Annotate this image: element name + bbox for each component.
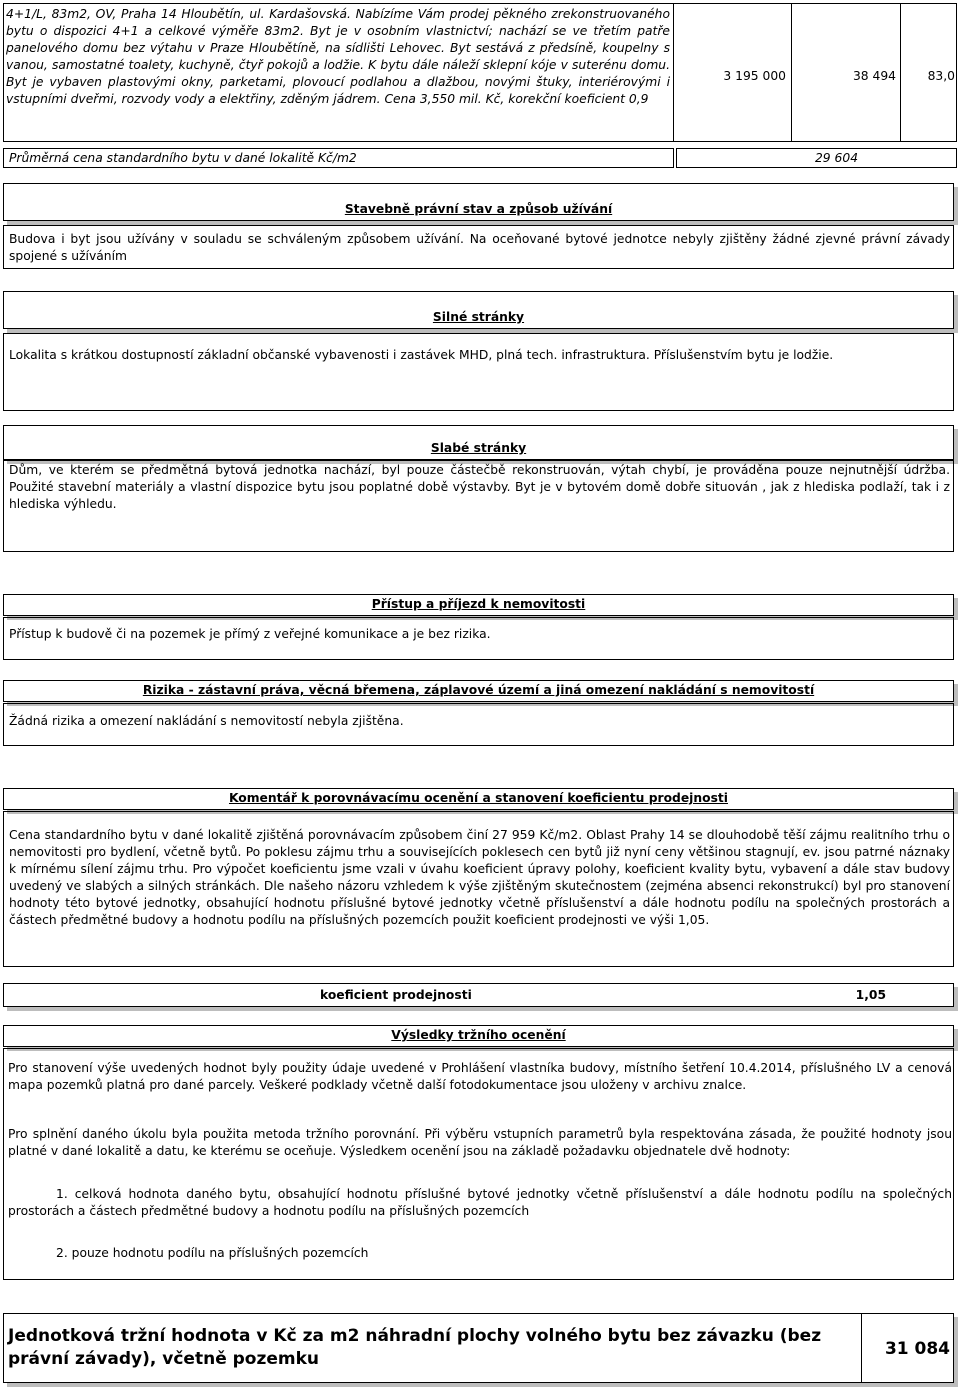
strengths-section-header — [3, 291, 954, 329]
comparable-price: 3 195 000 — [723, 69, 786, 83]
weaknesses-section-header — [3, 425, 954, 460]
final-value-amount: 31 084 — [884, 1339, 950, 1359]
legal-section-text: Budova i byt jsou užívány v souladu se schváleným způsobem užívání. Na oceňované bytové jednotce nebyly zjištěny žádné zjevné právní závady spojené s užíváním — [3, 225, 954, 269]
average-price-label: Průměrná cena standardního bytu v dané lokalitě Kč/m2 — [3, 148, 674, 168]
risks-section-text: Žádná rizika a omezení nakládání s nemovitostí nebyla zjištěna. — [3, 703, 954, 746]
coefficient-value: 1,05 — [855, 988, 886, 1002]
legal-section-title: Stavebně právní stav a způsob užívání — [344, 202, 613, 217]
comparable-description: 4+1/L, 83m2, OV, Praha 14 Hloubětín, ul. Kardašovská. Nabízíme Vám prodej pěkného zrekonstruovaného bytu o dispozici 4+1 a celkové výměře 83m2. Byt je v osobním vlastnictví; nachází se ve třetím patře panelového domu bez výtahu v Praze Hloubětíně, na sídlišti Lehovec. Byt sestává z předsíně, koupelny s vanou, samostatné toalety, kuchyně, čtyř pokojů a lodžie. K bytu dále náleží sklepní kóje v suterénu domu. Byt je vybaven plastovými okny, parketami, plovoucí podlahou a dlažbou, novými štuky, interiérovými i vstupními dveřmi, rozvody vody a elektřiny, zděným jádrem. Cena 3,550 mil. Kč, korekční koeficient 0,9 — [6, 7, 670, 106]
final-value-divider — [861, 1313, 862, 1383]
results-item-2: 2. pouze hodnotu podílu na příslušných pozemcích — [56, 1246, 369, 1260]
results-section-header — [3, 1025, 954, 1047]
comparable-divider-3 — [900, 3, 901, 142]
access-section-title: Přístup a příjezd k nemovitosti — [371, 597, 586, 612]
results-paragraph-2: Pro splnění daného úkolu byla použita metoda tržního porovnání. Při výběru vstupních parametrů byla respektována zásada, že použité hodnoty jsou platné v dané lokalitě a datu, ke kterému se oceňuje. Výsledkem ocenění jsou na základě požadavku objednatele dvě hodnoty: — [8, 1127, 952, 1158]
comparable-price-per-m2: 38 494 — [852, 69, 896, 83]
risks-section-title: Rizika - zástavní práva, věcná břemena, záplavové území a jiná omezení nakládání s nemovitostí — [142, 683, 815, 698]
strengths-section-text: Lokalita s krátkou dostupností základní občanské vybavenosti i zastávek MHD, plná tech. infrastruktura. Příslušenstvím bytu je lodžie. — [3, 333, 954, 411]
comment-section-title: Komentář k porovnávacímu ocenění a stanovení koeficientu prodejnosti — [228, 791, 728, 806]
average-price-value: 29 604 — [676, 148, 957, 168]
access-section-text: Přístup k budově či na pozemek je přímý z veřejné komunikace a je bez rizika. — [3, 617, 954, 660]
results-item-1: 1. celková hodnota daného bytu, obsahující hodnotu příslušné bytové jednotky včetně příslušenství a dále hodnotu podílu na společných prostorách a částech předmětné budovy a hodnotu podílu na příslušných pozemcích — [8, 1187, 952, 1218]
results-paragraph-1: Pro stanovení výše uvedených hodnot byly použity údaje uvedené v Prohlášení vlastníka budovy, místního šetření 10.4.2014, příslušného LV a cenová mapa pozemků platná pro dané parcely. Veškeré podklady včetně další fotodokumentace jsou uloženy v archivu znalce. — [8, 1061, 952, 1092]
comparable-divider-1 — [673, 3, 674, 142]
risks-section-header — [3, 680, 954, 702]
coefficient-label: koeficient prodejnosti — [320, 988, 472, 1002]
strengths-section-title: Silné stránky — [432, 310, 525, 325]
weaknesses-section-text: Dům, ve kterém se předmětná bytová jednotka nachází, byl pouze částečbě rekonstruován, výtah chybí, je prováděna pouze nejnutnější údržba. Použité stavební materiály a vlastní dispozice bytu jsou poplatné době výstavby. Byt je v bytovém domě dobře situován , jak z hlediska podlaží, tak i z hlediska výhledu. — [3, 460, 954, 552]
comment-section-header — [3, 788, 954, 810]
results-section-title: Výsledky tržního ocenění — [391, 1028, 566, 1043]
final-value-label: Jednotková tržní hodnota v Kč za m2 náhradní plochy volného bytu bez závazku (bez právní závady), včetně pozemku — [8, 1326, 822, 1370]
comparable-area: 83,0 — [927, 69, 955, 83]
comment-section-text: Cena standardního bytu v dané lokalitě zjištěná porovnávacím způsobem činí 27 959 Kč/m2. Oblast Prahy 14 se dlouhodobě těší zájmu realitního trhu o nemovitosti pro bydlení, včetně bytů. Po poklesu zájmu trhu a souvisejících poklesech cen bytů již nyní ceny většinou stagnují, ev. jsou patrné náznaky k mírnému sílení zájmu trhu. Pro výpočet koeficientu jsme vzali v úvahu koeficient úpravy polohy, koeficient kvality bytu, vybavení a dále stav budovy uvedený ve slabých a silných stránkách. Dle našeho názoru vzhledem k výše zjištěným skutečnostem (zejména absenci rekonstrukcí) byl pro stanovení hodnoty této bytové jednotky, obsahující hodnotu příslušné bytové jednotky včetně příslušenství a dále hodnotu podílu na společných prostorách a částech předmětné budovy a hodnotu podílu na příslušných pozemcích použit koeficient prodejnosti ve výši 1,05. — [3, 811, 954, 967]
access-section-header — [3, 594, 954, 616]
weaknesses-section-title: Slabé stránky — [430, 441, 527, 456]
comparable-divider-2 — [791, 3, 792, 142]
legal-section-header — [3, 183, 954, 221]
